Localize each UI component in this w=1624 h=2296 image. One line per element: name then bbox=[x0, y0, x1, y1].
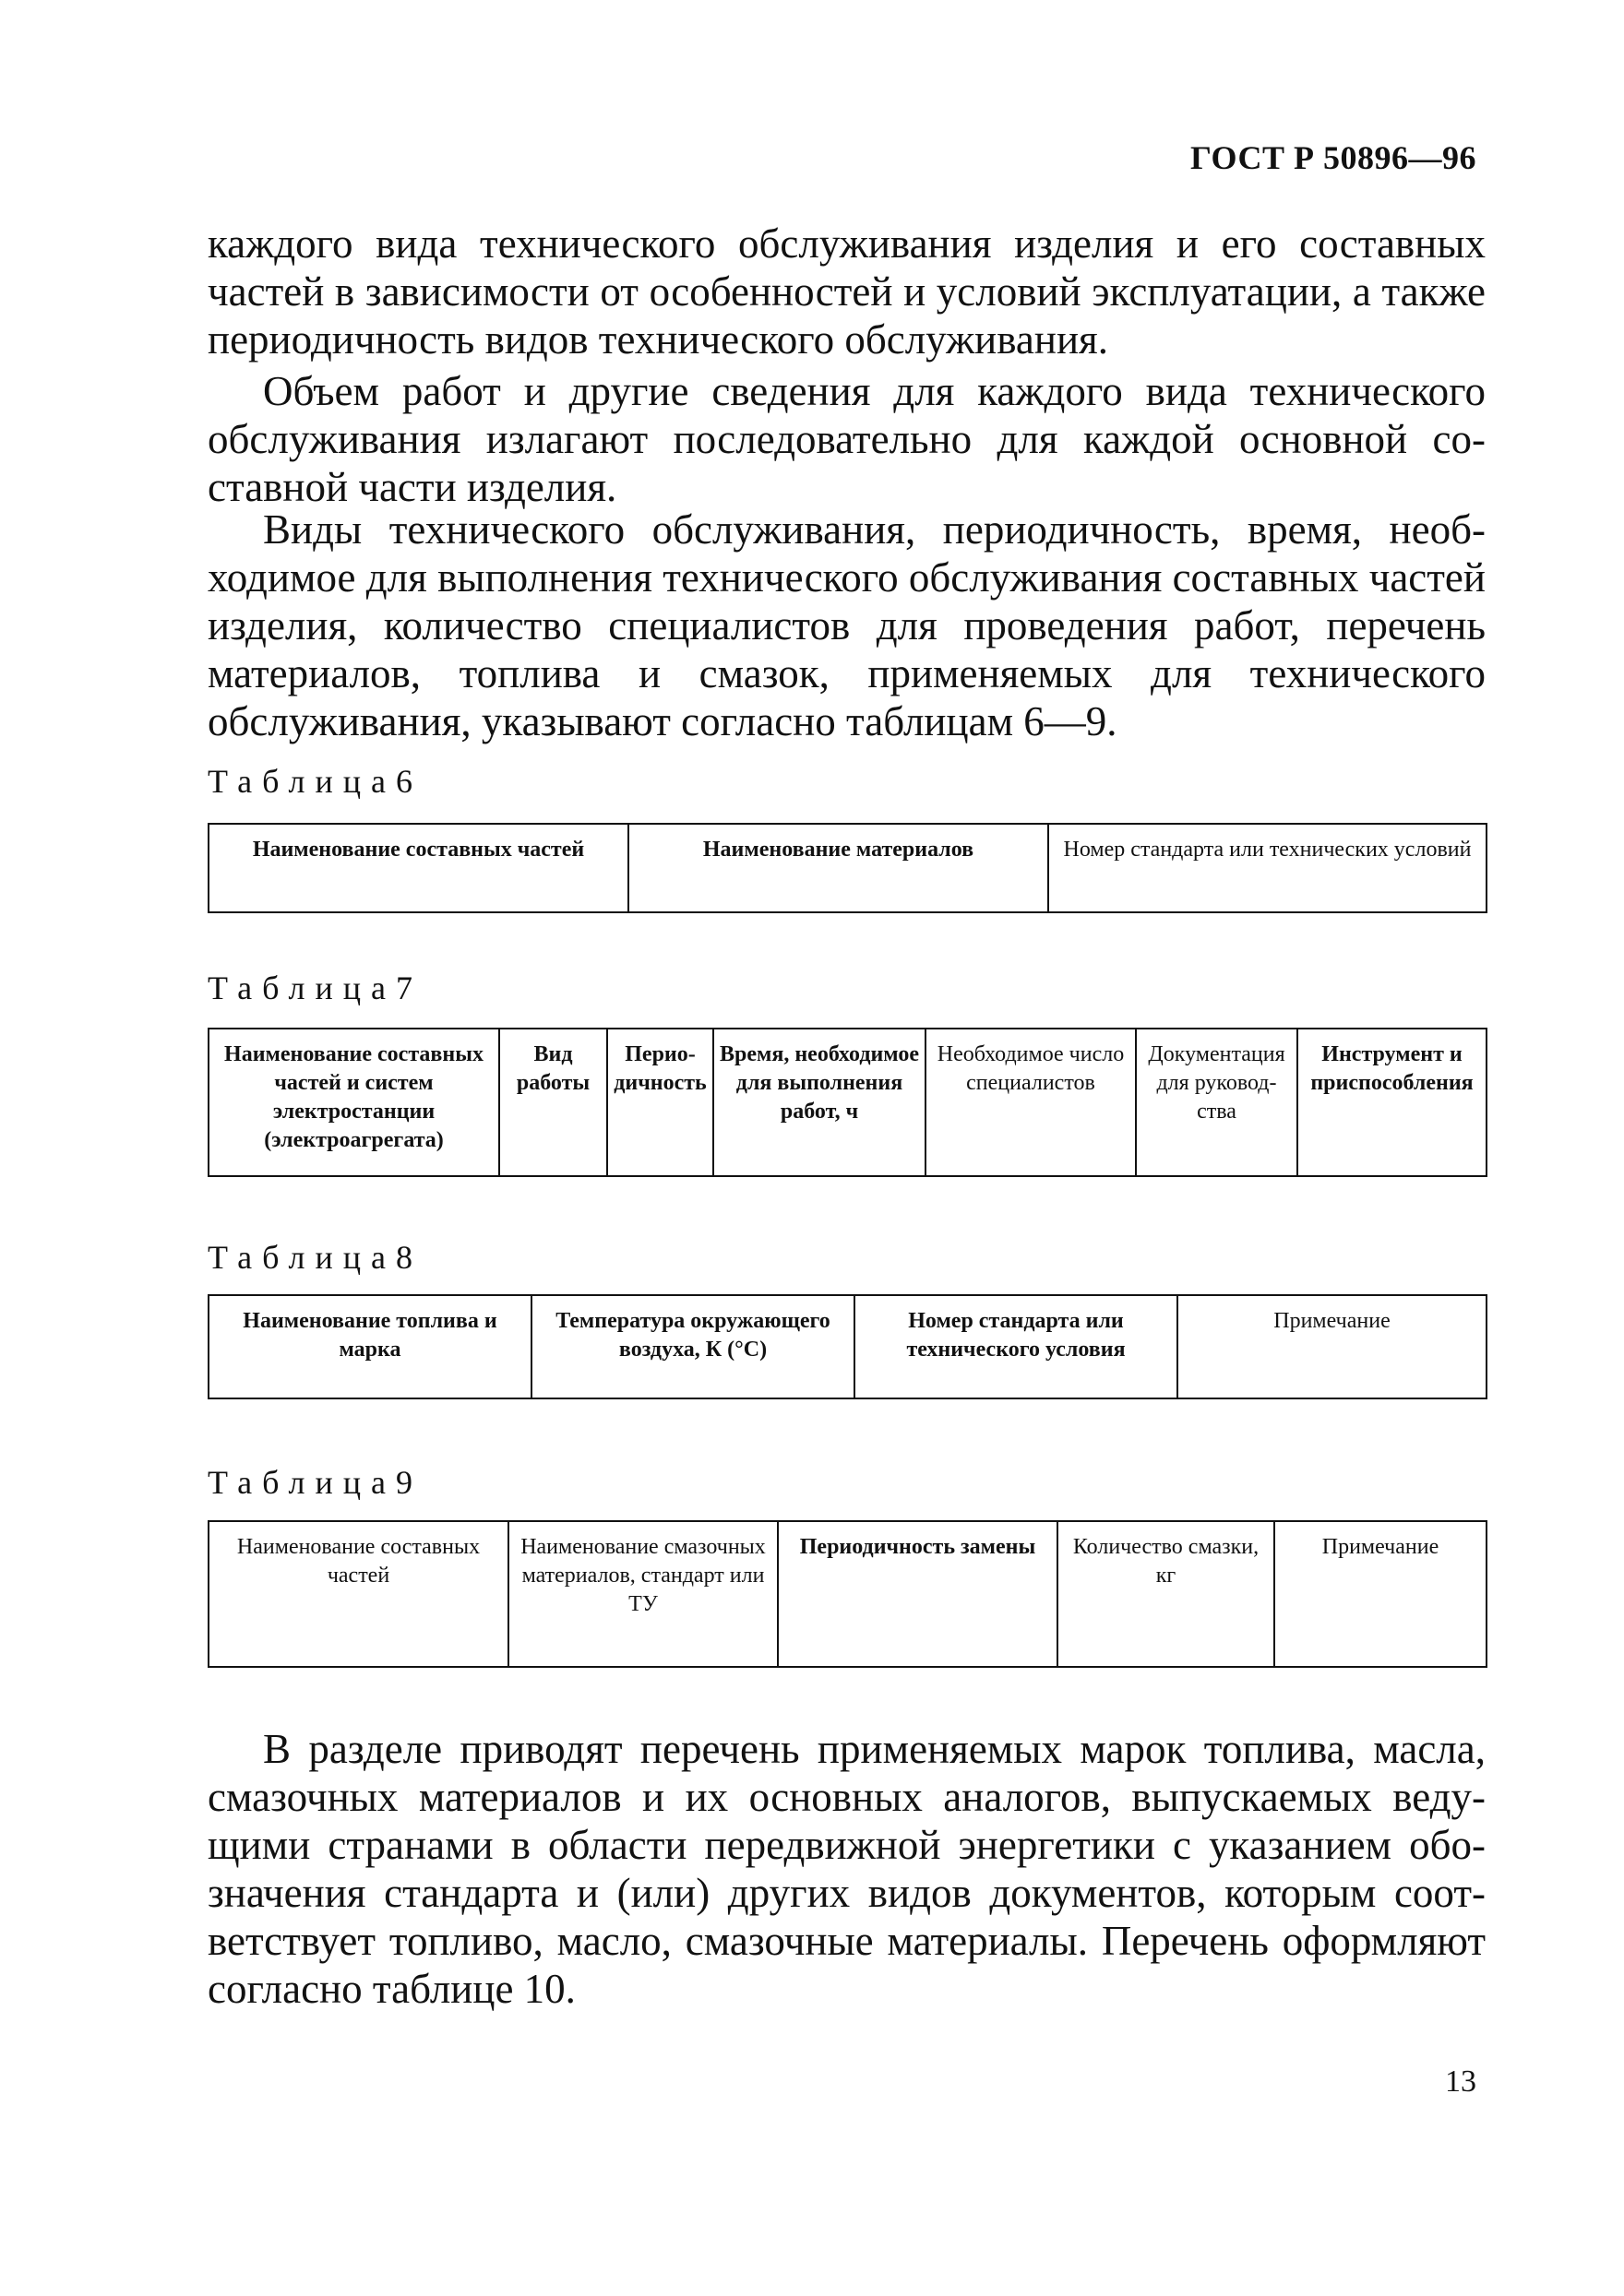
table-7-header-cell: Наименование составных частей и систем электростанции (электроагрегата) bbox=[209, 1029, 499, 1176]
table-9-header-cell: Количество смазки, кг bbox=[1057, 1521, 1274, 1667]
table-6 bbox=[208, 823, 1487, 913]
table-9-header-row bbox=[209, 1521, 1487, 1667]
table-7-header-cell: Необходимое число специалистов bbox=[925, 1029, 1136, 1176]
table-9-header-cell: Наименование смазочных материалов, стандарт или ТУ bbox=[508, 1521, 778, 1667]
table-6-header-cell: Номер стандарта или технических условий bbox=[1048, 824, 1487, 912]
table-6-caption: Таблица6 bbox=[208, 763, 423, 800]
table-9-header-cell: Периодичность замены bbox=[778, 1521, 1057, 1667]
table-8-header-cell: Номер стандарта или технического условия bbox=[854, 1295, 1177, 1398]
paragraph-3: Виды технического обслуживания, периодичность, время, необходимое для выполнения технического обслуживания составных частей изделия, количество специалистов для проведения работ, перечень материалов, топлива и смазок, применяемых для технического обслуживания, указывают согласно таблицам 6—9. bbox=[208, 506, 1486, 744]
table-7 bbox=[208, 1028, 1487, 1177]
table-7-header-cell: Периодичность bbox=[607, 1029, 713, 1176]
table-8-header-cell: Примечание bbox=[1177, 1295, 1487, 1398]
paragraph-2: Объем работ и другие сведения для каждого вида технического обслуживания излагают последовательно для каждой основной составной части изделия. bbox=[208, 368, 1486, 510]
table-7-header-cell: Вид работы bbox=[499, 1029, 607, 1176]
page-number: 13 bbox=[1445, 2064, 1476, 2099]
table-7-header-cell: Время, необходимое для выполнения работ, ч bbox=[713, 1029, 925, 1176]
table-8-caption: Таблица8 bbox=[208, 1239, 423, 1276]
table-8 bbox=[208, 1294, 1487, 1399]
table-8-header-cell: Температура окружающего воздуха, К (°С) bbox=[531, 1295, 854, 1398]
table-9-header-cell: Примечание bbox=[1274, 1521, 1487, 1667]
table-7-caption: Таблица7 bbox=[208, 970, 423, 1006]
table-6-header-row bbox=[209, 824, 1487, 912]
table-7-header-row bbox=[209, 1029, 1487, 1176]
table-6-header-cell: Наименование материалов bbox=[628, 824, 1048, 912]
table-6-header-cell: Наименование составных частей bbox=[209, 824, 628, 912]
standard-header: ГОСТ Р 50896—96 bbox=[1190, 139, 1476, 176]
table-8-header-row bbox=[209, 1295, 1487, 1398]
table-8-header-cell: Наименование топлива и марка bbox=[209, 1295, 531, 1398]
table-9-header-cell: Наименование составных частей bbox=[209, 1521, 508, 1667]
table-7-header-cell: Инструмент и приспособления bbox=[1297, 1029, 1487, 1176]
table-9 bbox=[208, 1520, 1487, 1668]
table-9-caption: Таблица9 bbox=[208, 1464, 423, 1501]
paragraph-4: В разделе приводят перечень применяемых марок топлива, масла, смазочных материалов и их основных аналогов, выпускаемых ведущими странами в области передвижной энергетики с указанием обозначения стандарта и (или) других видов документов, которым соответствует топливо, масло, смазочные материалы. Перечень оформляют согласно таблице 10. bbox=[208, 1726, 1486, 2012]
table-7-header-cell: Документация для руководства bbox=[1136, 1029, 1297, 1176]
paragraph-1: каждого вида технического обслуживания изделия и его составных частей в зависимости от особенностей и условий эксплуатации, а также периодичность видов технического обслуживания. bbox=[208, 220, 1486, 363]
